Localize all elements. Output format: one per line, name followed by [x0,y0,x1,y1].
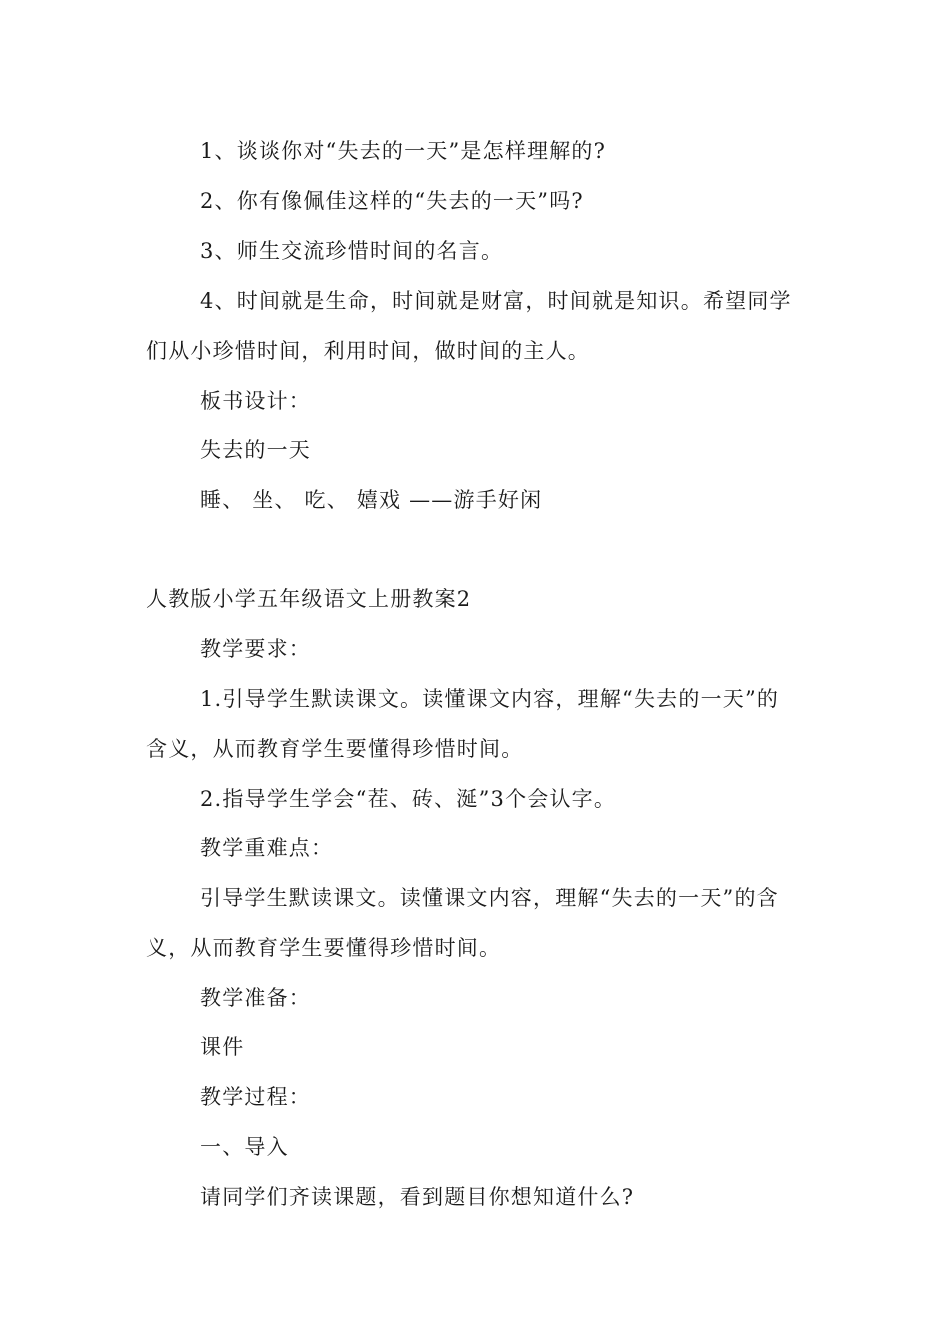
process-label: 教学过程： [200,1085,311,1109]
question-2: 2、你有像佩佳这样的“失去的一天”吗? [200,189,584,213]
requirement-1-line-1: 1.引导学生默读课文。读懂课文内容，理解“失去的一天”的 [200,687,780,711]
question-4-line-2: 们从小珍惜时间，利用时间，做时间的主人。 [146,339,590,363]
board-design-label: 板书设计： [200,389,311,413]
preparation-value: 课件 [200,1035,245,1059]
step-1-text: 请同学们齐读课题，看到题目你想知道什么? [200,1185,635,1209]
step-1-label: 一、导入 [200,1135,289,1159]
question-3: 3、师生交流珍惜时间的名言。 [200,239,504,263]
question-1: 1、谈谈你对“失去的一天”是怎样理解的? [200,139,607,163]
board-design-title: 失去的一天 [200,438,311,462]
key-points-line-1: 引导学生默读课文。读懂课文内容，理解“失去的一天”的含 [200,886,779,910]
requirement-2: 2.指导学生学会“茬、砖、涎”3个会认字。 [200,787,617,811]
question-4-line-1: 4、时间就是生命，时间就是财富，时间就是知识。希望同学 [200,289,792,313]
key-points-line-2: 义，从而教育学生要懂得珍惜时间。 [146,936,502,960]
board-design-content: 睡、 坐、 吃、 嬉戏 ——游手好闲 [200,488,543,512]
section-heading: 人教版小学五年级语文上册教案2 [146,587,472,611]
requirements-label: 教学要求： [200,637,311,661]
requirement-1-line-2: 含义，从而教育学生要懂得珍惜时间。 [146,737,524,761]
preparation-label: 教学准备： [200,986,311,1010]
key-points-label: 教学重难点： [200,836,334,860]
